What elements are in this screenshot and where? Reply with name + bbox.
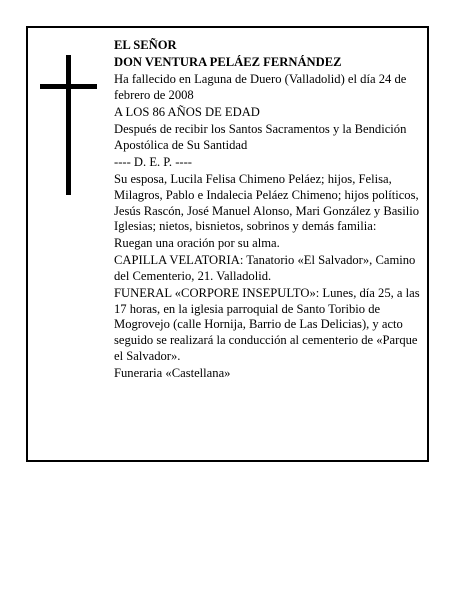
- rip-line: ---- D. E. P. ----: [114, 155, 192, 170]
- deceased-name: DON VENTURA PELÁEZ FERNÁNDEZ: [114, 55, 342, 70]
- age-line: A LOS 86 AÑOS DE EDAD: [114, 105, 260, 120]
- latin-cross-icon: [40, 55, 97, 195]
- funeral-info: FUNERAL «CORPORE INSEPULTO»: Lunes, día 25, a las 17 horas, en la iglesia parroquial de Santo Toribio de Mogrovejo (calle Hornija, Barrio de Las Delicias), y acto seguido se realizará la conducción al cementerio de «Parque el Salvador».: [114, 286, 420, 363]
- sacraments-line: Después de recibir los Santos Sacramentos y la Bendición Apostólica de Su Santidad: [114, 122, 407, 152]
- chapel-info: CAPILLA VELATORIA: Tanatorio «El Salvador», Camino del Cementerio, 21. Valladolid.: [114, 253, 416, 284]
- funeral-home: Funeraria «Castellana»: [114, 365, 231, 380]
- notice-text: [114, 38, 420, 383]
- family-paragraph: Su esposa, Lucila Felisa Chimeno Peláez; hijos, Felisa, Milagros, Pablo e Indalecia Peláez Chimeno; hijos políticos, Jesús Rascón, José Manuel Alonso, Mari González y Basilio Iglesias; nietos, bisnietos, sobrinos y demás familia:: [114, 172, 420, 234]
- prayer-request: Ruegan una oración por su alma.: [114, 236, 280, 251]
- cross-horizontal-bar: [40, 84, 97, 89]
- notice-heading: EL SEÑOR: [114, 38, 177, 52]
- death-announcement: Ha fallecido en Laguna de Duero (Valladolid) el día 24 de febrero de 2008: [114, 72, 407, 102]
- cross-vertical-bar: [66, 55, 71, 195]
